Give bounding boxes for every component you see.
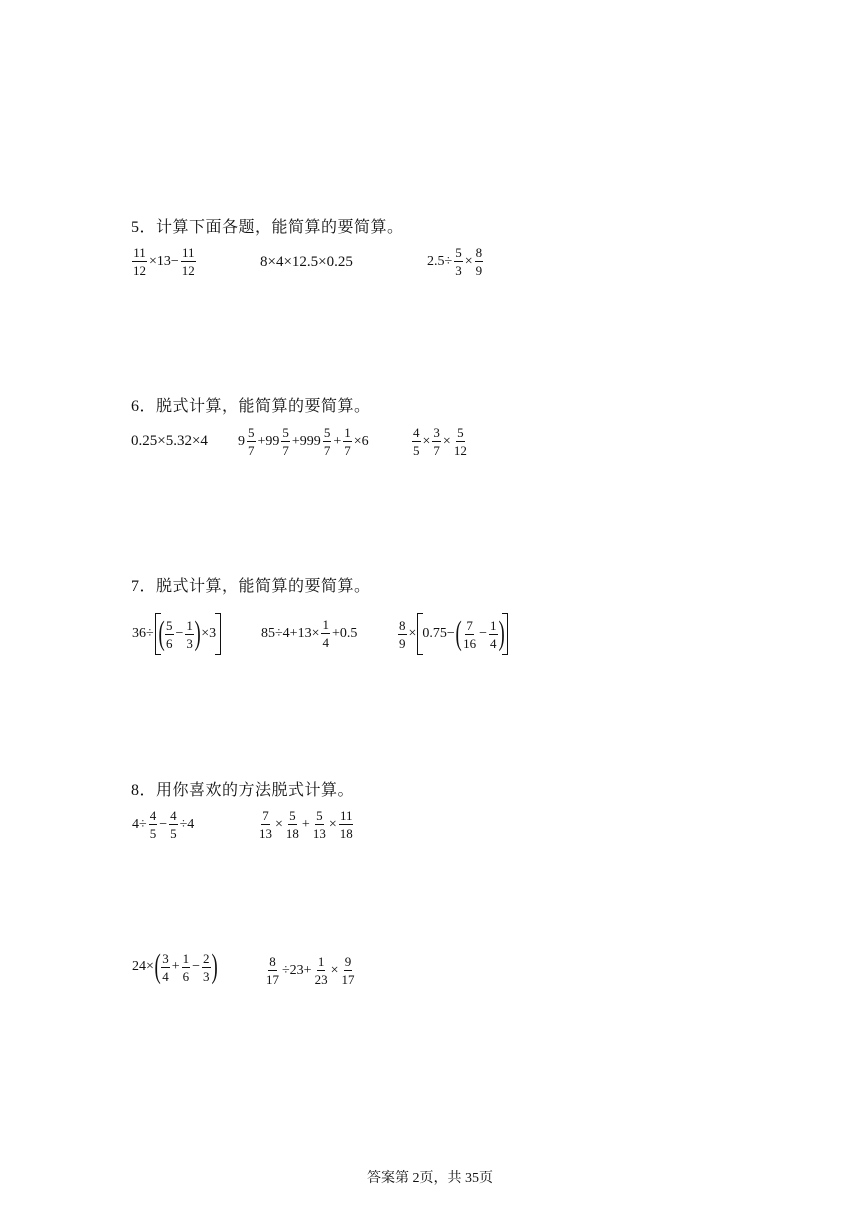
q5-expression-b: 8×4×12.5×0.25 — [260, 254, 353, 270]
q5-expression-c: 2.5÷ $\frac{5}{3}$ × $\frac{8}{9}$ — [427, 245, 483, 278]
fraction: $\frac{4}{5}$ — [149, 808, 157, 841]
fraction: $\frac{5}{13}$ — [312, 808, 326, 841]
square-brackets: ( $\frac{5}{6}$ − $\frac{1}{3}$ ) ×3 — [155, 613, 221, 655]
q6-expression-b: 9 $\frac{5}{7}$ +99 $\frac{5}{7}$ +999 $\frac{5}{7}$ + $\frac{1}{7}$ ×6 — [238, 425, 369, 458]
fraction: $\frac{7}{13}$ — [259, 808, 272, 841]
fraction: $\frac{3}{4}$ — [162, 950, 169, 984]
fraction: $\frac{5}{7}$ — [282, 425, 289, 458]
fraction: $\frac{5}{3}$ — [455, 245, 462, 278]
page-footer: 答案第 2页，共 35页 — [367, 1171, 493, 1186]
q8-expression-b: $\frac{7}{13}$ × $\frac{5}{18}$ + $\frac{5}{13}$ × $\frac{11}{18}$ — [259, 808, 353, 841]
fraction: $\frac{5}{18}$ — [285, 808, 299, 841]
fraction: $\frac{1}{7}$ — [344, 425, 351, 458]
question-5-title: 5．计算下面各题，能简算的要简算。 — [131, 219, 404, 236]
fraction: $\frac{1}{4}$ — [322, 617, 329, 650]
fraction: $\frac{11}{12}$ — [181, 245, 195, 278]
fraction: $\frac{8}{9}$ — [399, 617, 406, 651]
fraction: $\frac{11}{18}$ — [339, 808, 353, 841]
fraction: $\frac{5}{7}$ — [323, 425, 331, 458]
fraction: $\frac{7}{16}$ — [463, 617, 477, 651]
question-8-title: 8．用你喜欢的方法脱式计算。 — [131, 782, 355, 799]
fraction: $\frac{8}{17}$ — [266, 954, 279, 987]
fraction: $\frac{3}{7}$ — [433, 425, 440, 458]
q8-expression-a: 4÷ $\frac{4}{5}$ − $\frac{4}{5}$ ÷4 — [132, 808, 195, 841]
fraction: $\frac{9}{17}$ — [341, 954, 355, 987]
fraction: $\frac{2}{3}$ — [203, 950, 210, 984]
fraction: $\frac{4}{5}$ — [170, 808, 177, 841]
fraction: $\frac{4}{5}$ — [413, 425, 420, 458]
q5-expression-a: $\frac{11}{12}$ ×13− $\frac{11}{12}$ — [133, 245, 195, 278]
q6-expression-a: 0.25×5.32×4 — [131, 433, 208, 449]
fraction: $\frac{5}{12}$ — [453, 425, 467, 458]
question-6-title: 6．脱式计算，能简算的要简算。 — [131, 398, 371, 415]
fraction: $\frac{5}{6}$ — [166, 617, 173, 651]
q8-expression-c: 24× ( $\frac{3}{4}$ + $\frac{1}{6}$ − $\frac{2}{3}$ ) — [132, 948, 218, 985]
fraction: $\frac{1}{4}$ — [490, 617, 497, 651]
fraction: $\frac{1}{23}$ — [314, 954, 328, 987]
fraction: $\frac{1}{3}$ — [186, 617, 193, 651]
square-brackets: 0.75− ( $\frac{7}{16}$ − $\frac{1}{4}$ ) — [417, 613, 507, 655]
fraction: $\frac{8}{9}$ — [475, 245, 483, 278]
q7-expression-b: 85÷4+13× $\frac{1}{4}$ +0.5 — [261, 617, 358, 650]
q6-expression-c: $\frac{4}{5}$ × $\frac{3}{7}$ × $\frac{5}{12}$ — [413, 425, 467, 458]
fraction: $\frac{5}{7}$ — [248, 425, 255, 458]
question-7-title: 7．脱式计算，能简算的要简算。 — [131, 578, 371, 595]
q7-expression-c: $\frac{8}{9}$ × 0.75− ( $\frac{7}{16}$ − $\frac{1}{4}$ ) — [397, 613, 508, 655]
q7-expression-a: 36÷ ( $\frac{5}{6}$ − $\frac{1}{3}$ ) ×3 — [131, 613, 221, 655]
q8-expression-d: $\frac{8}{17}$ ÷23+ $\frac{1}{23}$ × $\frac{9}{17}$ — [266, 954, 355, 987]
fraction: $\frac{1}{6}$ — [182, 950, 190, 984]
fraction: $\frac{11}{12}$ — [133, 245, 146, 278]
